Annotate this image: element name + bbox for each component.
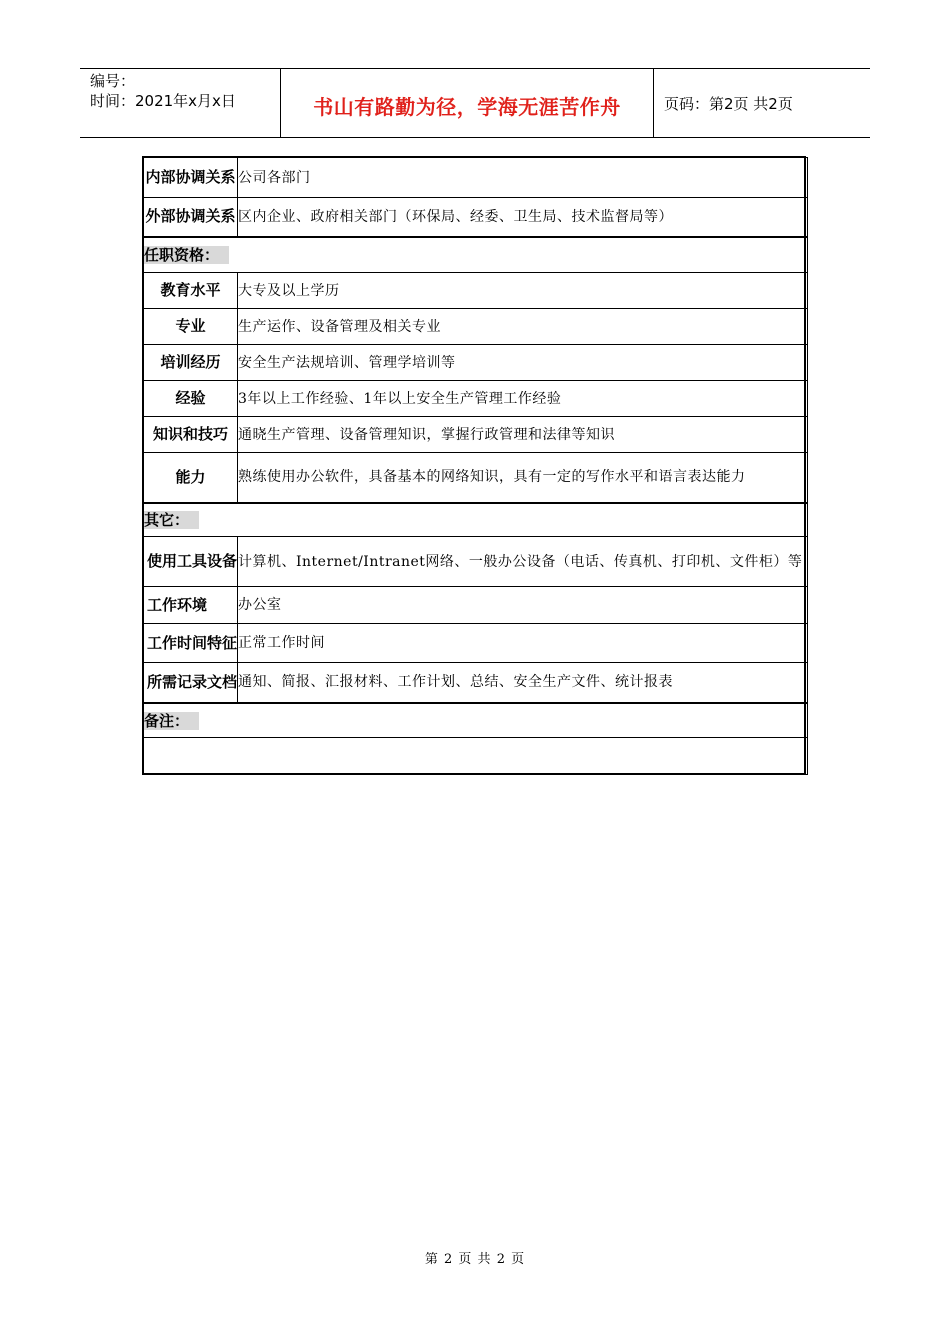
internal-coordination-label: 内部协调关系 — [144, 158, 238, 198]
ability-label: 能力 — [144, 453, 238, 503]
table-row — [144, 158, 808, 198]
date-label: 时间：2021年x月x日 — [90, 92, 236, 110]
header-page-info — [654, 69, 870, 137]
education-value: 大专及以上学历 — [238, 273, 808, 309]
external-coordination-value: 区内企业、政府相关部门（环保局、经委、卫生局、技术监督局等） — [238, 198, 808, 237]
education-label: 教育水平 — [144, 273, 238, 309]
table-row — [144, 738, 808, 775]
work-time-label: 工作时间特征 — [144, 624, 238, 663]
table-row — [144, 417, 808, 453]
motto-text: 书山有路勤为径，学海无涯苦作舟 — [313, 94, 621, 119]
page-number-text: 页码：第2页 共2页 — [664, 94, 793, 113]
records-value: 通知、简报、汇报材料、工作计划、总结、安全生产文件、统计报表 — [238, 663, 808, 703]
header-meta — [80, 69, 281, 137]
environment-value: 办公室 — [238, 587, 808, 624]
table-row — [144, 663, 808, 703]
internal-coordination-value: 公司各部门 — [238, 158, 808, 198]
page-header — [80, 68, 870, 138]
knowledge-label: 知识和技巧 — [144, 417, 238, 453]
table-row — [144, 309, 808, 345]
ability-value: 熟练使用办公软件，具备基本的网络知识，具有一定的写作水平和语言表达能力 — [238, 453, 808, 503]
tools-label: 使用工具设备 — [144, 537, 238, 587]
table-row — [144, 624, 808, 663]
major-label: 专业 — [144, 309, 238, 345]
training-value: 安全生产法规培训、管理学培训等 — [238, 345, 808, 381]
other-section-title: 其它： — [144, 511, 199, 529]
section-header-row — [144, 503, 808, 537]
job-description-table — [143, 157, 808, 775]
section-header-row — [144, 237, 808, 273]
table-row — [144, 587, 808, 624]
experience-label: 经验 — [144, 381, 238, 417]
table-row — [144, 537, 808, 587]
records-label: 所需记录文档 — [144, 663, 238, 703]
major-value: 生产运作、设备管理及相关专业 — [238, 309, 808, 345]
external-coordination-label: 外部协调关系 — [144, 198, 238, 237]
work-time-value: 正常工作时间 — [238, 624, 808, 663]
serial-number-label: 编号： — [90, 72, 136, 90]
training-label: 培训经历 — [144, 345, 238, 381]
tools-value: 计算机、Internet/Intranet网络、一般办公设备（电话、传真机、打印机、文件柜）等 — [238, 537, 808, 587]
table-row — [144, 453, 808, 503]
experience-value: 3年以上工作经验、1年以上安全生产管理工作经验 — [238, 381, 808, 417]
section-header-row — [144, 703, 808, 738]
table-row — [144, 381, 808, 417]
environment-label: 工作环境 — [144, 587, 238, 624]
qualifications-section-title: 任职资格： — [144, 246, 229, 264]
remarks-section-title: 备注： — [144, 712, 199, 730]
table-row — [144, 198, 808, 237]
table-row — [144, 273, 808, 309]
header-motto-cell — [281, 69, 654, 137]
table-row — [144, 345, 808, 381]
knowledge-value: 通晓生产管理、设备管理知识，掌握行政管理和法律等知识 — [238, 417, 808, 453]
page-footer: 第 2 页 共 2 页 — [424, 1252, 526, 1267]
remarks-value — [144, 738, 808, 775]
